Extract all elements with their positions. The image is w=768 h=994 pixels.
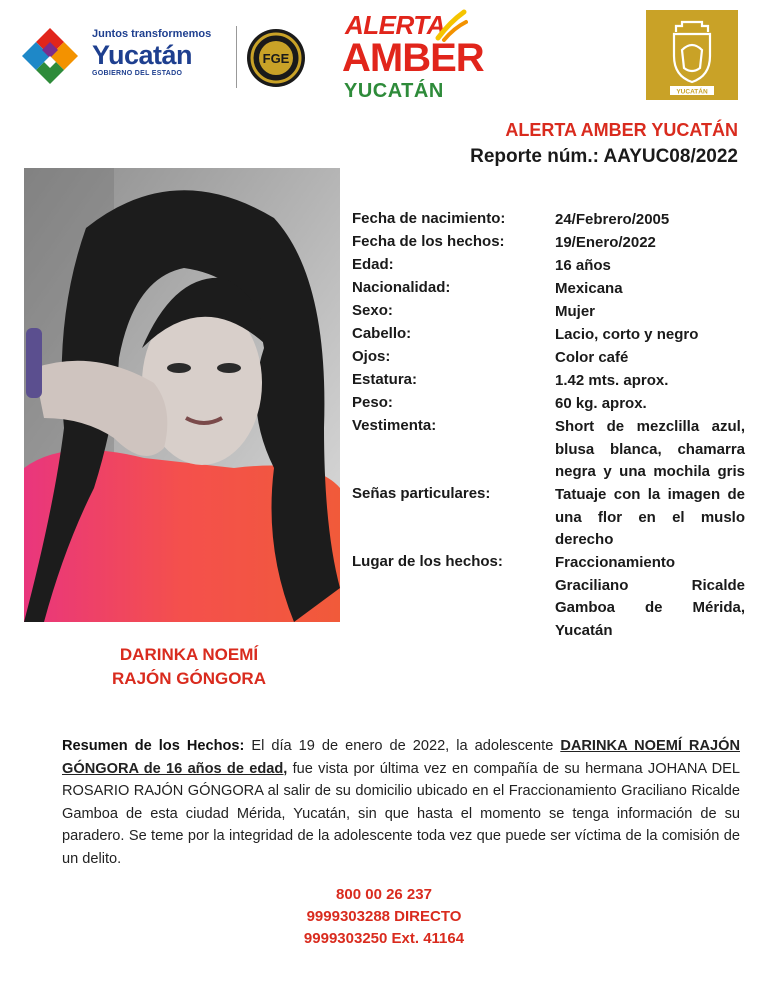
missing-person-name: [24, 643, 354, 691]
marks-line-3: derecho: [555, 531, 614, 549]
clothing-line-1: Short de mezclilla azul,: [555, 418, 745, 435]
place-line-1: Fraccionamiento: [555, 554, 676, 571]
state-seal-label: YUCATÁN: [676, 88, 708, 96]
fge-seal-label: FGE: [262, 51, 290, 66]
hair-label: Cabello:: [352, 325, 412, 342]
yucatan-state-seal: [646, 10, 738, 100]
contact-phone-2: 9999303288 DIRECTO: [306, 908, 462, 925]
age-value: 16 años: [555, 257, 611, 274]
name-line-2: RAJÓN GÓNGORA: [112, 669, 266, 688]
event-place-value: [555, 552, 745, 643]
age-label: Edad:: [352, 256, 394, 273]
header-divider: [236, 26, 237, 88]
government-name: Yucatán: [92, 40, 193, 70]
place-line-2: Graciliano Ricalde: [555, 576, 745, 594]
clothing-label: Vestimenta:: [352, 417, 437, 434]
eyes-label: Ojos:: [352, 348, 391, 365]
event-place-label: Lugar de los hechos:: [352, 553, 503, 570]
amber-logo-line1: ALERTA: [345, 10, 446, 40]
missing-person-photo: [24, 168, 340, 622]
contact-phone-3: 9999303250 Ext. 41164: [303, 930, 465, 947]
name-line-1: DARINKA NOEMÍ: [119, 645, 259, 664]
yucatan-government-logo-icon: [18, 24, 82, 88]
height-label: Estatura:: [352, 371, 418, 388]
weight-value: 60 kg. aprox.: [555, 395, 647, 412]
summary-paragraph: [62, 735, 740, 870]
contact-phone-1: 800 00 26 237: [336, 886, 432, 903]
summary-part-1: El día 19 de enero de 2022, la adolescente: [244, 738, 561, 754]
place-line-3: Gamboa de Mérida,: [555, 599, 745, 617]
sex-label: Sexo:: [352, 302, 393, 319]
weight-label: Peso:: [352, 394, 393, 411]
event-date-label: Fecha de los hechos:: [352, 233, 505, 250]
report-number: Reporte núm.: AAYUC08/2022: [470, 146, 738, 167]
marks-line-2: una flor en el muslo: [555, 508, 745, 526]
birth-date-value: 24/Febrero/2005: [555, 211, 670, 228]
clothing-line-2: blusa blanca, chamarra: [555, 440, 745, 458]
amber-logo-line3: YUCATÁN: [344, 80, 444, 102]
hair-value: Lacio, corto y negro: [555, 326, 699, 343]
summary-part-2: fue vista por última vez en compañía de su hermana JOHANA DEL ROSARIO RAJÓN GÓNGORA al salir de su domicilio ubicado en el Fraccionamiento Graciliano Ricalde Gamboa de esta ciudad Mérida, Yucatán, sin que hasta el momento se tenga información de su paradero. Se teme por la integridad de la adolescente toda vez que puede ser víctima de la comisión de un delito.: [62, 760, 740, 867]
sex-value: Mujer: [555, 303, 596, 320]
clothing-value: [555, 416, 745, 484]
eyes-value: Color café: [555, 349, 629, 366]
fge-seal-icon: [246, 28, 306, 88]
amber-logo-line2: AMBER: [342, 36, 484, 80]
marks-line-1: Tatuaje con la imagen de: [555, 486, 745, 503]
clothing-line-3: negra y una mochila gris: [555, 463, 745, 481]
birth-date-label: Fecha de nacimiento:: [352, 210, 506, 227]
nationality-value: Mexicana: [555, 280, 623, 297]
alert-title: ALERTA AMBER YUCATÁN: [505, 120, 738, 140]
event-date-value: 19/Enero/2022: [555, 234, 656, 251]
government-slogan: Juntos transformemos: [92, 28, 212, 40]
height-value: 1.42 mts. aprox.: [555, 372, 669, 389]
government-wordmark: [92, 28, 232, 77]
summary-highlight: DARINKA NOEMÍ RAJÓN GÓNGORA de 16 años de edad,: [62, 738, 740, 777]
nationality-label: Nacionalidad:: [352, 279, 451, 296]
distinctive-marks-label: Señas particulares:: [352, 485, 491, 502]
summary-label: Resumen de los Hechos:: [62, 738, 245, 754]
place-line-4: Yucatán: [555, 622, 613, 640]
government-subtitle: GOBIERNO DEL ESTADO: [92, 70, 183, 77]
distinctive-marks-value: [555, 484, 745, 552]
